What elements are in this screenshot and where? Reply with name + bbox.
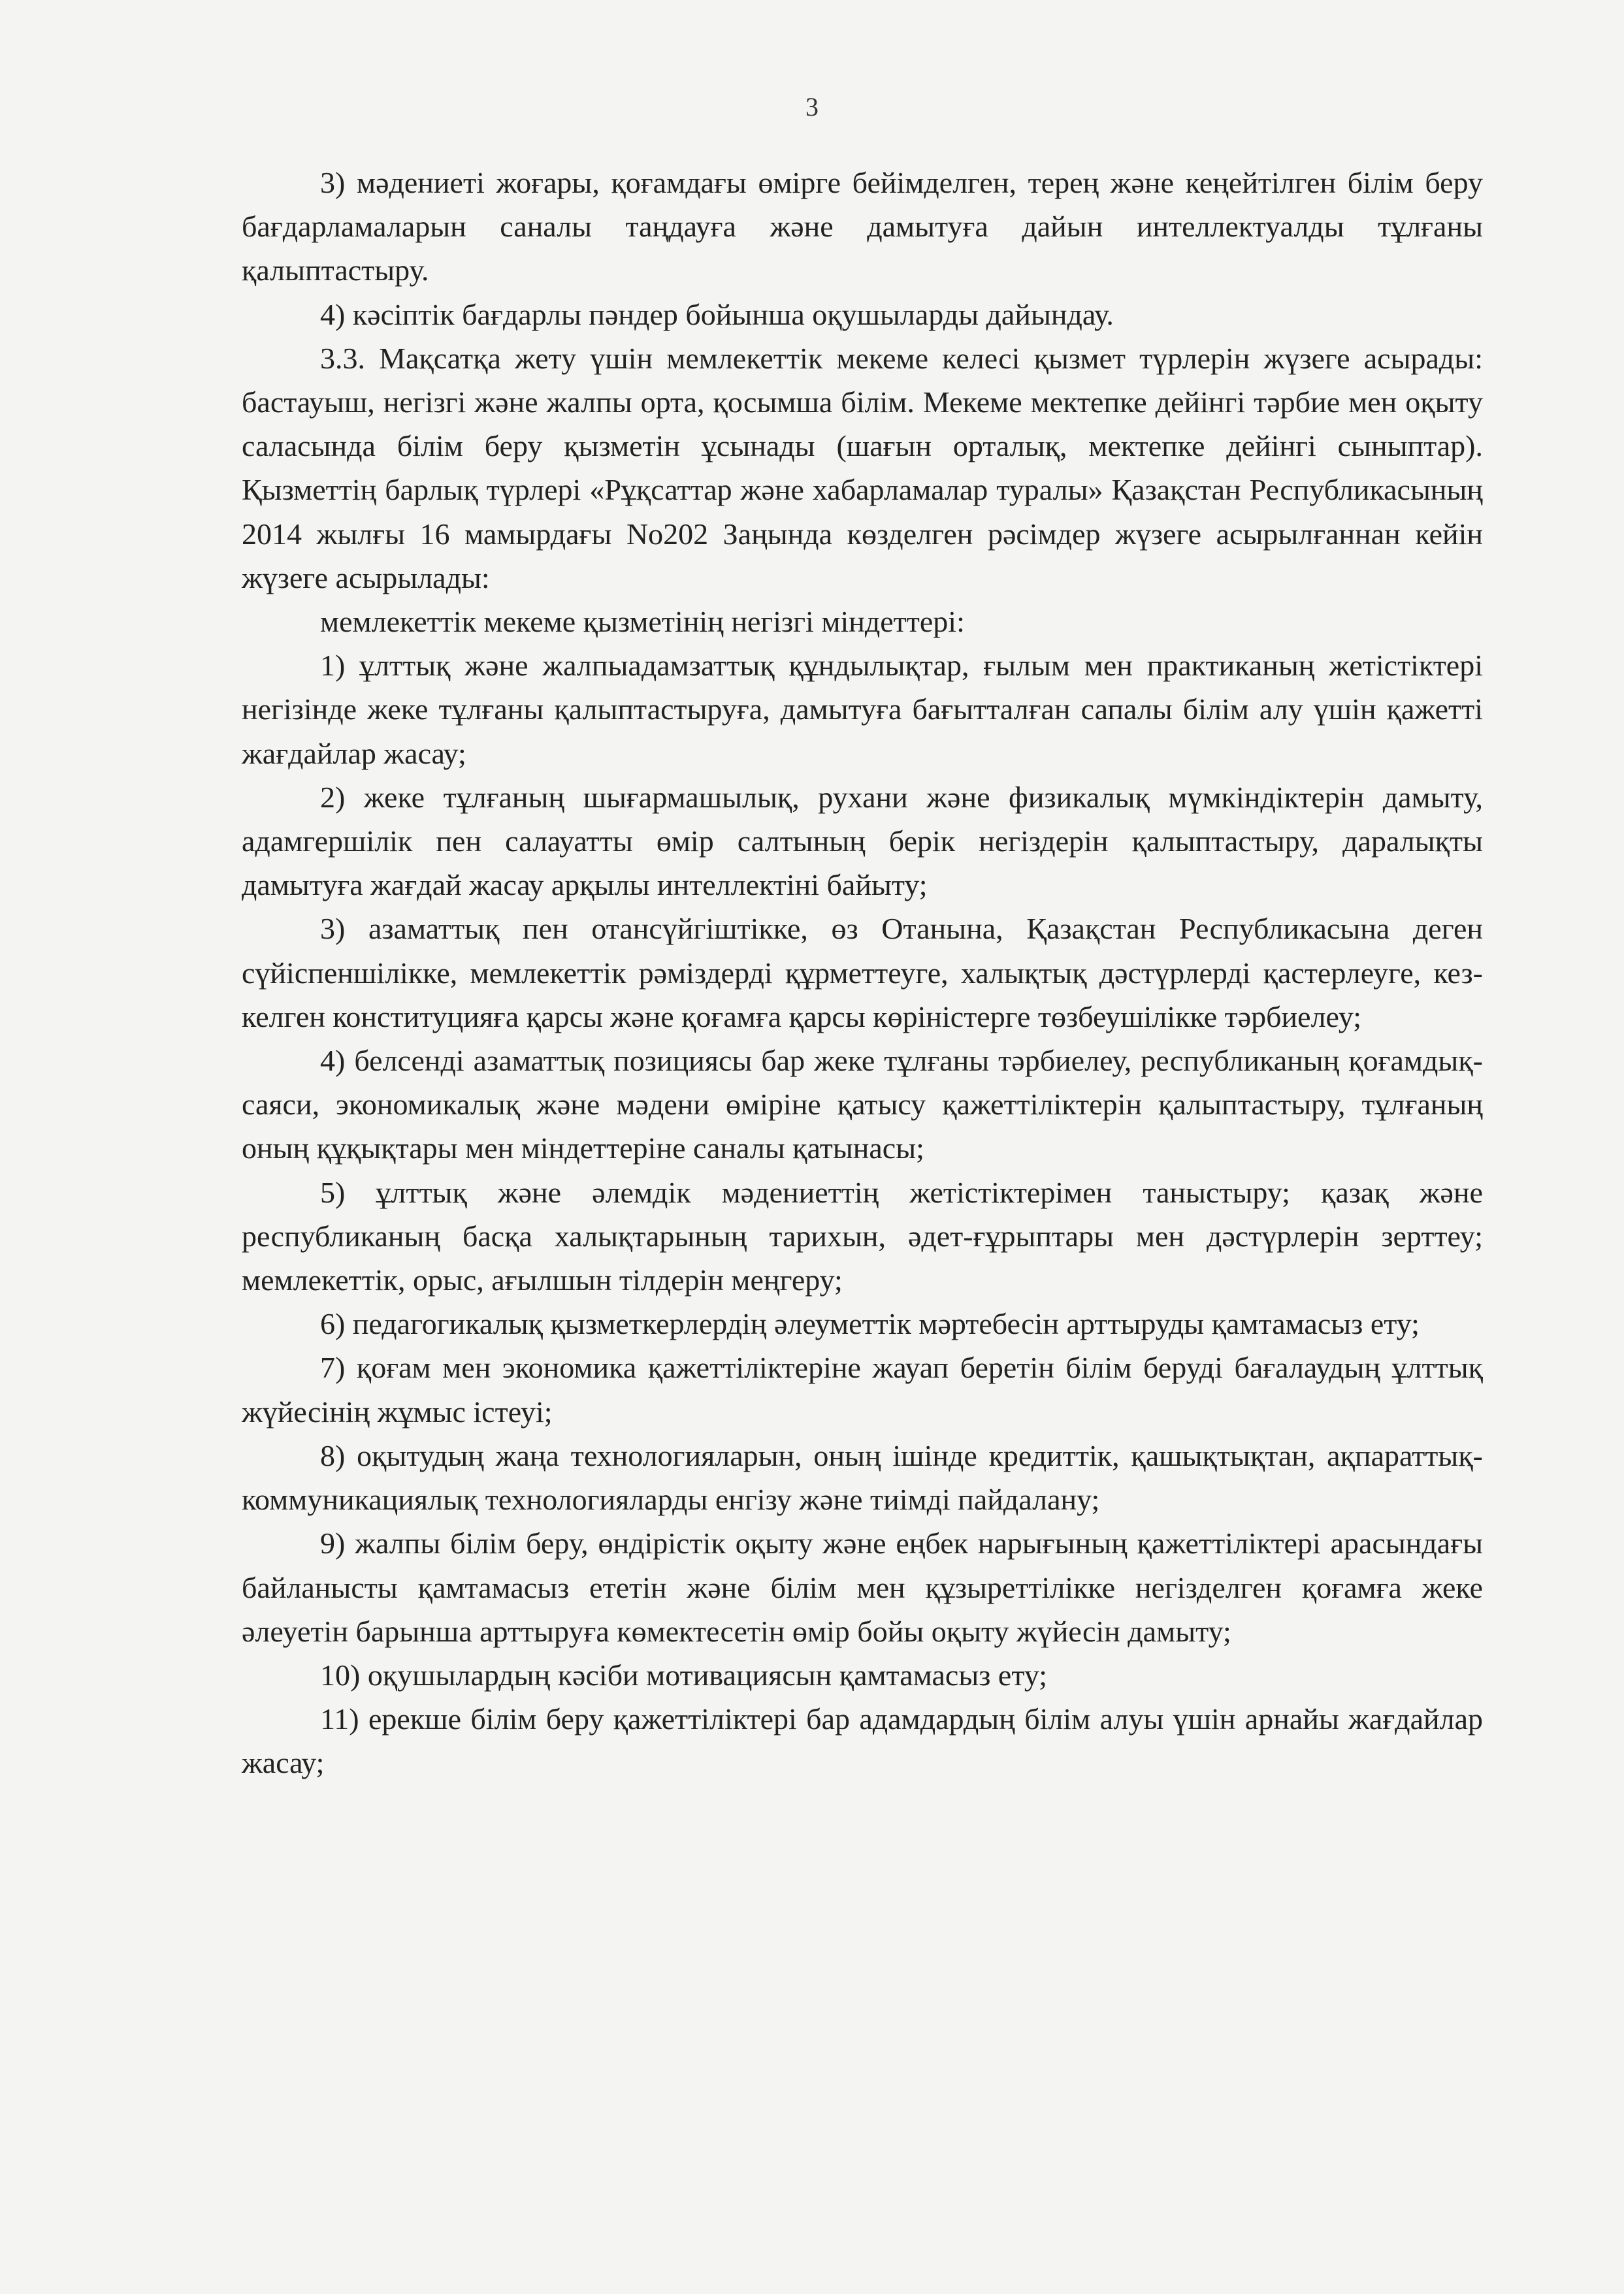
tasks-heading: мемлекеттік мекеме қызметінің негізгі міндеттері: [320,605,965,639]
task-9: 9) жалпы білім беру, өндірістік оқыту және еңбек нарығының қажеттіліктері арасындағы байланысты қамтамасыз ететін және білім мен құзыреттілікке негізделген қоғамға жеке әлеуетін барынша арттыруға көмектесетін өмір бойы оқыту жүйесін дамыту; [242,1527,1483,1648]
task-8: 8) оқытудың жаңа технологияларын, оның ішінде кредиттік, қашықтықтан, ақпараттық-коммуникациялық технологияларды енгізу және тиімді пайдалану; [242,1438,1483,1517]
task-5: 5) ұлттық және әлемдік мәдениеттің жетістіктерімен таныстыру; қазақ және республиканың басқа халықтарының тарихын, әдет-ғұрыптары мен дәстүрлерін зерттеу; мемлекеттік, орыс, ағылшын тілдерін меңгеру; [242,1175,1483,1297]
task-2: 2) жеке тұлғаның шығармашылық, рухани және физикалық мүмкіндіктерін дамыту, адамгершілік пен салауатты өмір салтының берік негіздерін қалыптастыру, даралықты дамытуға жағдай жасау арқылы интеллектіні байыту; [242,780,1483,902]
task-1: 1) ұлттық және жалпыадамзаттық құндылықтар, ғылым мен практиканың жетістіктері негізінде жеке тұлғаны қалыптастыруға, дамытуға бағытталған сапалы білім алу үшін қажетті жағдайлар жасау; [242,649,1483,770]
task-3: 3) азаматтық пен отансүйгіштікке, өз Отанына, Қазақстан Республикасына деген сүйіспеншілікке, мемлекеттік рәміздерді құрметтеуге, халықтық дәстүрлерді қастерлеуге, кез-келген конституцияға қарсы және қоғамға қарсы көріністерге төзбеушілікке тәрбиелеу; [242,912,1483,1033]
task-6: 6) педагогикалық қызметкерлердің әлеуметтік мәртебесін арттыруды қамтамасыз ету; [320,1307,1420,1341]
task-11: 11) ерекше білім беру қажеттіліктері бар адамдардың білім алуы үшін арнайы жағдайлар жасау; [242,1702,1483,1780]
task-4: 4) белсенді азаматтық позициясы бар жеке тұлғаны тәрбиелеу, республиканың қоғамдық-саяси, экономикалық және мәдени өміріне қатысу қажеттіліктерін қалыптастыру, тұлғаның оның құқықтары мен міндеттеріне саналы қатынасы; [242,1044,1483,1165]
paragraph-4-vocational: 4) кәсіптік бағдарлы пәндер бойынша оқушыларды дайындау. [320,297,1114,331]
paragraph-3-3-activities: 3.3. Мақсатқа жету үшін мемлекеттік мекеме келесі қызмет түрлерін жүзеге асырады: бастауыш, негізгі және жалпы орта, қосымша білім. Мекеме мектепке дейінгі тәрбие мен оқыту саласында білім беру қызметін ұсынады (шағын орталық, мектепке дейінгі сыныптар). Қызметтің барлық түрлері «Рұқсаттар және хабарламалар туралы» Қазақстан Республикасының 2014 жылғы 16 мамырдағы No202 Заңында көзделген рәсімдер жүзеге асырылғаннан кейін жүзеге асырылады: [242,341,1483,594]
task-10: 10) оқушылардың кәсіби мотивациясын қамтамасыз ету; [320,1658,1048,1692]
document-body [242,161,1483,1785]
page-number: 3 [805,92,819,121]
task-7: 7) қоғам мен экономика қажеттіліктеріне жауап беретін білім беруді бағалаудың ұлттық жүйесінің жұмыс істеуі; [242,1351,1483,1429]
paragraph-3-culture: 3) мәдениеті жоғары, қоғамдағы өмірге бейімделген, терең және кеңейтілген білім беру бағдарламаларын саналы таңдауға және дамытуға дайын интеллектуалды тұлғаны қалыптастыру. [242,166,1483,287]
